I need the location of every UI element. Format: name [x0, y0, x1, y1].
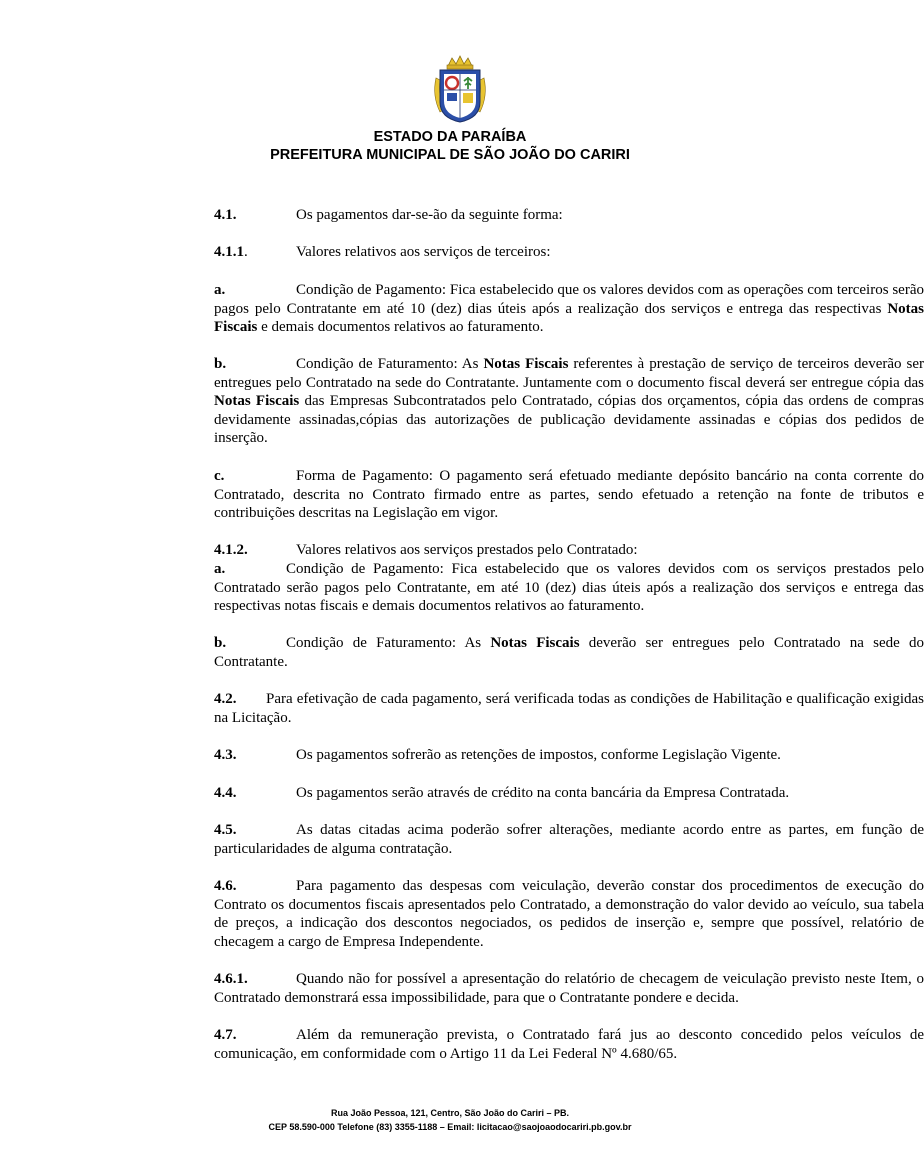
clause-number: 4.2. [214, 691, 237, 707]
clause-4-5 [214, 821, 924, 858]
clause-number: a. [214, 561, 226, 577]
municipality-heading: PREFEITURA MUNICIPAL DE SÃO JOÃO DO CARIRI [270, 147, 630, 163]
clause-text: As datas citadas acima poderão sofrer alterações, mediante acordo entre as partes, em função de particularidades de alguma contratação. [214, 822, 924, 857]
clause-number: c. [214, 468, 225, 484]
municipal-coat-of-arms [432, 56, 488, 124]
clause-text: Os pagamentos dar-se-ão da seguinte forma: [296, 207, 563, 223]
clause-number: 4.1.1 [214, 244, 244, 260]
footer-address: Rua João Pessoa, 121, Centro, São João do Cariri – PB. [330, 1108, 570, 1118]
clause-text: Os pagamentos serão através de crédito na conta bancária da Empresa Contratada. [296, 785, 790, 801]
clause-4-1-2-b [214, 634, 924, 671]
clause-4-1-2 [214, 541, 924, 560]
clause-bold-text: Notas Fiscais [483, 356, 569, 372]
clause-4-1-2-a [214, 560, 924, 616]
clause-4-6 [214, 877, 924, 951]
clause-text: Condição de Faturamento: As [296, 356, 484, 372]
clause-number: 4.6.1. [214, 971, 248, 987]
clause-text: Condição de Faturamento: As [286, 635, 491, 651]
clause-number: b. [214, 635, 227, 651]
clause-number-period: . [244, 244, 248, 260]
clause-text: Condição de Pagamento: Fica estabelecido que os valores devidos com os serviços prestados pelo Contratado serão pagos pelo Contratante, em até 10 (dez) dias úteis após a realização dos serviços e entrega das respectivas notas fiscais e demais documentos relativos ao faturamento. [214, 561, 924, 615]
clause-text: Condição de Pagamento: Fica estabelecido que os valores devidos com as operações com terceiros serão pagos pelo Contratante em até 10 (dez) dias úteis após a realização dos serviços e entrega das respectivas [214, 282, 924, 317]
clause-number: 4.7. [214, 1027, 237, 1043]
clause-4-6-1 [214, 970, 924, 1007]
clause-4-2 [214, 690, 924, 727]
clause-text: Para efetivação de cada pagamento, será verificada todas as condições de Habilitação e qualificação exigidas na Licitação. [214, 691, 924, 726]
clause-text: Os pagamentos sofrerão as retenções de impostos, conforme Legislação Vigente. [296, 747, 781, 763]
clause-text: referentes à prestação de serviço de terceiros deverão ser entregues pelo Contratado na sede do Contratante. Juntamente com o documento fiscal deverá ser entregue cópia das [214, 356, 924, 391]
clause-text: deverão ser entregues pelo Contratado na sede do Contratante. [214, 635, 924, 670]
clause-4-1 [214, 206, 924, 225]
footer-contact: CEP 58.590-000 Telefone (83) 3355-1188 – Email: licitacao@saojoaodocariri.pb.gov.br [268, 1122, 632, 1132]
clause-number: 4.4. [214, 785, 237, 801]
clause-text: Valores relativos aos serviços prestados pelo Contratado: [296, 542, 638, 558]
clause-number: 4.5. [214, 822, 237, 838]
clause-number: 4.6. [214, 878, 237, 894]
clause-text: Além da remuneração prevista, o Contratado fará jus ao desconto concedido pelos veículos de comunicação, em conformidade com o Artigo 11 da Lei Federal Nº 4.680/65. [214, 1027, 924, 1062]
clause-number: 4.1. [214, 207, 237, 223]
clause-bold-text: Notas Fiscais [214, 393, 300, 410]
clause-bold-text: Notas Fiscais [490, 635, 580, 651]
clause-4-3 [214, 746, 924, 765]
clause-text: Quando não for possível a apresentação do relatório de checagem de veiculação previsto neste Item, o Contratado demonstrará essa impossibilidade, para que o Contratante pondere e decida. [214, 971, 924, 1006]
clause-number: b. [214, 356, 227, 372]
clause-4-7 [214, 1026, 924, 1063]
clause-number: 4.3. [214, 747, 237, 763]
clause-4-4 [214, 784, 924, 803]
clause-text: Valores relativos aos serviços de terceiros: [296, 244, 551, 260]
clause-text: das Empresas Subcontratados pelo Contratado, cópias dos orçamentos, cópia das ordens de compras devidamente assinadas,cópias das autorizações de publicação devidamente assinadas e cópias dos pedidos de inserção. [214, 393, 924, 447]
clause-4-1-1 [214, 243, 924, 262]
clause-text: e demais documentos relativos ao faturamento. [257, 319, 544, 336]
clause-number: 4.1.2. [214, 542, 248, 558]
clause-number: a. [214, 282, 226, 298]
clause-bold-text: Notas Fiscais [214, 300, 924, 336]
clause-4-1-1-b [214, 355, 924, 448]
clause-text: Para pagamento das despesas com veiculação, deverão constar dos procedimentos de execução do Contrato os documentos fiscais apresentados pelo Contratado, a demonstração do valor devido ao veículo, sua tabela de preços, a indicação dos descontos negociados, os pedidos de inserção e, sempre que possível, relatório de checagem a cargo de Empresa Independente. [214, 878, 924, 950]
clause-4-1-1-a [214, 281, 924, 337]
clause-text: Forma de Pagamento: O pagamento será efetuado mediante depósito bancário na conta corrente do Contratado, descrita no Contrato firmado entre as partes, sendo efetuado a retenção na fonte de tributos e contribuições descritas na Legislação em vigor. [214, 468, 924, 522]
clause-4-1-1-c [214, 467, 924, 523]
state-heading: ESTADO DA PARAÍBA [373, 129, 527, 145]
